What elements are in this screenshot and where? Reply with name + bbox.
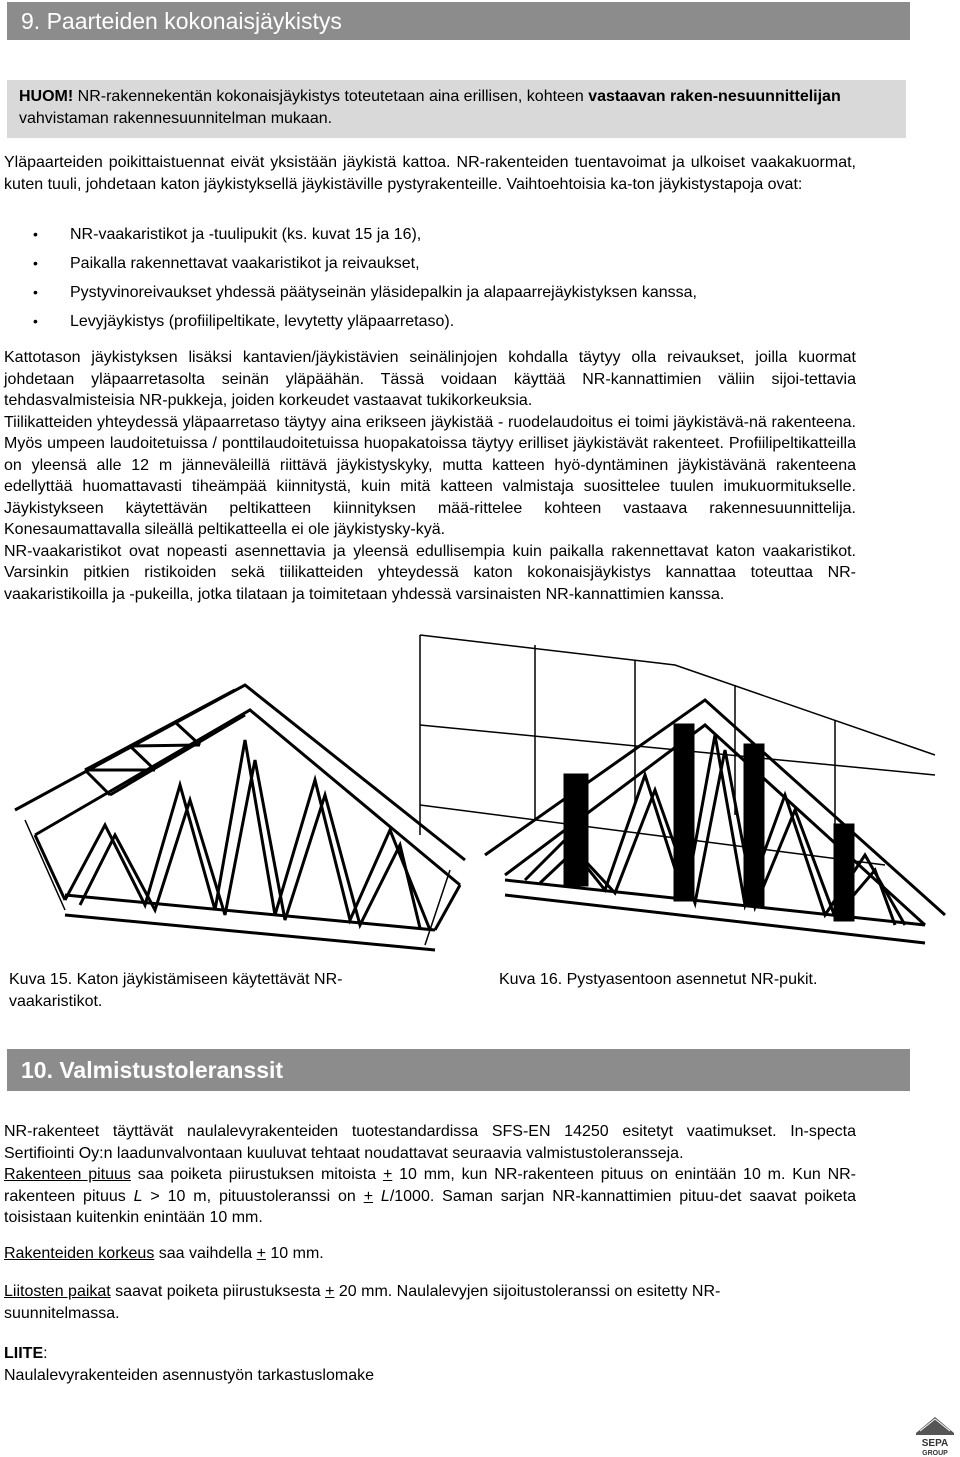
paragraph: Tiilikatteiden yhteydessä yläpaarretaso täytyy aina erikseen jäykistää - ruodelaudoitus ei toimi jäykistävä-nä rakenteena. Myös umpeen laudoitetuissa / ponttilaudoitetuissa huopakatoissa täytyy erilliset jäykistävät rakenteet. Profiilipeltikatteilla on yleensä alle 12 m jänneväleillä riittävä jäykistyskyky, mutta katteen hyö-dyntäminen jäykistävänä rakenteena edellyttää huomattavasti tiheämpää kiinnitystä, kuin mitä katteen valmistaja suosittelee tuulen imukuormitukselle. Jäykistykseen käytettävän peltikatteen kiinnityksen mää-rittelee kohteen vastaava rakennesuunnittelija. Konesaumattavalla sileällä peltikatteella ei ole jäykistysky-kyä. [4,413,856,538]
appendix-colon: : [43,1345,48,1362]
text-fragment: 10 mm, kun NR-rakenteen pituus on enintään 10 m. Kun NR-rakenteen pituus [4,1166,857,1205]
paragraph-joint-tolerance [4,1281,824,1324]
bullet-item: • Levyjäykistys (profiilipeltikate, levytetty yläpaarretaso). [4,307,856,336]
appendix-text: Naulalevyrakenteiden asennustyön tarkastuslomake [4,1366,374,1384]
figure-15-illustration [5,660,470,960]
text-fragment: saavat poiketa piirustuksesta [110,1283,326,1300]
section-9-heading: 9. Paarteiden kokonaisjäykistys [7,2,910,40]
symbol-L: L [133,1187,143,1205]
logo-line-1: SEPA [921,1438,949,1449]
plus-minus-sign: + [363,1187,374,1205]
text-fragment: /1000. Saman sarjan NR-kannattimien pituu-det saavat poiketa toisistaan kuitenkin enintään 10 mm. [4,1187,856,1226]
plus-minus-sign: + [325,1283,335,1300]
paragraph: NR-vaakaristikot ovat nopeasti asennettavia ja yleensä edullisempia kuin paikalla rakennettavat katon vaakaristikot. Varsinkin pitkien ristikoiden sekä tiilikatteiden yhteydessä katon kokonaisjäykistys kannattaa toteuttaa NR-vaakaristikoilla ja -pukeilla, jotka tilataan ja toimitetaan yhdessä varsinaisten NR-kannattimien kanssa. [4,542,856,603]
text-fragment: saa vaihdella [154,1245,257,1262]
caption-figure-16: Kuva 16. Pystyasentoon asennetut NR-pukit. [499,971,818,988]
text-fragment: > 10 m, pituustoleranssi on [142,1187,364,1205]
note-text-2: vahvistaman rakennesuunnitelman mukaan. [19,110,333,127]
bullet-item: • Pystyvinoreivaukset yhdessä päätyseinän yläsidepalkin ja alapaarrejäykistyksen kanssa, [4,278,856,307]
symbol-L: L [373,1187,390,1205]
section-10-heading: 10. Valmistustoleranssit [7,1049,910,1091]
plus-minus-sign: + [382,1166,393,1183]
text-fragment: 10 mm. [265,1245,324,1262]
plus-minus-sign: + [256,1245,266,1262]
logo-line-2: GROUP [922,1450,948,1457]
caption-figure-15: Kuva 15. Katon jäykistämiseen käytettävät NR-vaakaristikot. [9,971,343,1010]
body-paragraphs [4,347,856,605]
figure-16-illustration [415,625,955,955]
note-box [7,80,906,138]
bullet-item: • Paikalla rakennettavat vaakaristikot ja reivaukset, [4,249,856,278]
note-lead: HUOM! [19,88,74,105]
bullet-list-wrapper [4,220,856,336]
sepa-group-logo [914,1415,956,1457]
paragraph-height-tolerance [4,1243,856,1265]
note-text-1: NR-rakennekentän kokonaisjäykistys toteutetaan aina erillisen, kohteen [73,88,589,105]
appendix-label: LIITE [4,1345,44,1362]
underlined-term: Rakenteen pituus [4,1166,131,1183]
paragraph: NR-rakenteet täyttävät naulalevyrakenteiden tuotestandardissa SFS-EN 14250 esitetyt vaatimukset. In-specta Sertifiointi Oy:n laadunvalvontaan kuuluvat tehtaat noudattavat seuraavia valmistustoleransseja. [4,1123,856,1162]
appendix-block [4,1343,856,1386]
intro-paragraph: Yläpaarteiden poikittaistuennat eivät yksistään jäykistä kattoa. NR-rakenteiden tuentavoimat ja ulkoiset vaakakuormat, kuten tuuli, johdetaan katon jäykistyksellä jäykistäville pystyrakenteille. Vaihtoehtoisia ka-ton jäykistystapoja ovat: [4,154,856,193]
section-10-text [4,1121,856,1229]
paragraph: Kattotason jäykistyksen lisäksi kantavien/jäykistävien seinälinjojen kohdalla täytyy olla reivaukset, joilla kuormat johdetaan yläpaarretasolta seinän yläpäähän. Tässä voidaan käyttää NR-kannattimien väliin sijoi-tettavia tehdasvalmisteisia NR-pukkeja, joiden korkeudet vastaavat tukikorkeuksia. [4,349,856,409]
text-fragment: saa poiketa piirustuksen mitoista [130,1166,383,1183]
note-bold: vastaavan raken-nesuunnittelijan [588,88,841,105]
underlined-term: Rakenteiden korkeus [4,1245,155,1262]
bullet-list [4,220,856,336]
underlined-term: Liitosten paikat [4,1283,111,1300]
bullet-item: • NR-vaakaristikot ja -tuulipukit (ks. kuvat 15 ja 16), [4,220,856,249]
text-fragment: 20 mm. Naulalevyjen sijoitustoleranssi on esitetty NR-suunnitelmassa. [4,1283,721,1322]
paragraph-length-tolerance [4,1164,856,1229]
